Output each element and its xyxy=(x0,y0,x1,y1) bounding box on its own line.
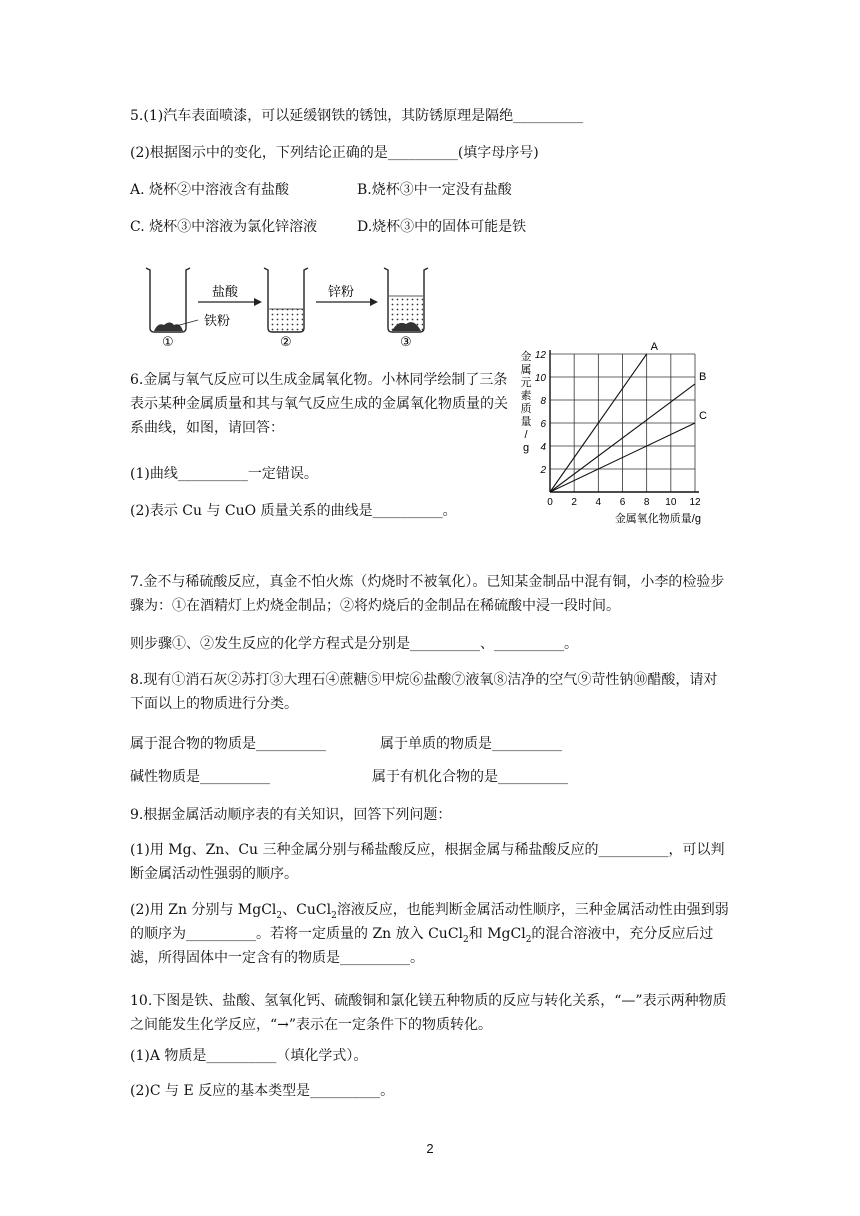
y-axis-label-char: 元 xyxy=(520,377,532,389)
q9-sub2-part-a: (2)用 Zn 分别与 MgCl xyxy=(130,902,277,918)
y-tick-label: 12 xyxy=(534,350,546,361)
q5-line1: 5.(1)汽车表面喷漆，可以延缓钢铁的锈蚀，其防锈原理是隔绝__________ xyxy=(130,108,584,124)
q6-sub1: (1)曲线__________一定错误。 xyxy=(130,466,318,482)
q8-basic: 碱性物质是__________ xyxy=(130,769,270,785)
subscript-2: 2 xyxy=(525,934,532,945)
y-axis-label-char: 金 xyxy=(520,351,532,363)
y-axis-label-char: g xyxy=(522,442,530,454)
series-label-C: C xyxy=(699,410,707,422)
x-tick-label: 6 xyxy=(619,497,626,508)
q5-line2: (2)根据图示中的变化，下列结论正确的是__________(填字母序号) xyxy=(130,145,539,161)
q7-line2: 则步骤①、②发生反应的化学方程式是分别是__________、__________。 xyxy=(130,636,578,652)
q5-option-b: B.烧杯③中一定没有盐酸 xyxy=(357,182,512,198)
x-tick-label: 4 xyxy=(595,497,602,508)
q9-sub2-part-e: 的混合溶液中，充分反应后过滤，所得固体中一定含有的物质是__________。 xyxy=(130,926,714,966)
series-label-B: B xyxy=(699,370,707,383)
q9-sub2 xyxy=(130,898,730,970)
y-axis-label-char: 属 xyxy=(520,364,532,376)
arrow-2-label: 锌粉 xyxy=(328,285,355,300)
subscript-2: 2 xyxy=(331,910,337,921)
q5-option-a: A. 烧杯②中溶液含有盐酸 xyxy=(130,182,290,198)
q7-paragraph: 7.金不与稀硫酸反应，真金不怕火炼（灼烧时不被氧化）。已知某金制品中混有铜，小李的检验步骤为：①在酒精灯上灼烧金制品；②将灼烧后的金制品在稀硫酸中浸一段时间。 xyxy=(130,574,725,614)
x-tick-label: 12 xyxy=(689,497,701,508)
beaker-2 xyxy=(264,268,308,332)
q8-element: 属于单质的物质是__________ xyxy=(380,736,562,752)
iron-powder-label: 铁粉 xyxy=(204,314,231,329)
beaker-3 xyxy=(384,268,428,332)
x-tick-label: 10 xyxy=(665,497,677,508)
y-tick-label: 4 xyxy=(540,442,546,453)
q9-sub1: (1)用 Mg、Zn、Cu 三种金属分别与稀盐酸反应，根据金属与稀盐酸反应的__________，可以判断金属活动性强弱的顺序。 xyxy=(130,842,725,882)
beaker-1-number: ① xyxy=(162,335,174,350)
subscript-2: 2 xyxy=(276,910,283,921)
y-axis-label-char: / xyxy=(524,429,528,441)
beaker-2-number: ② xyxy=(280,335,292,350)
q5-option-c: C. 烧杯③中溶液为氯化锌溶液 xyxy=(130,219,318,235)
beaker-3-number: ③ xyxy=(400,335,412,350)
q9-sub2-part-d: 和 MgCl xyxy=(468,926,526,942)
q9-sub2-part-c: 溶液反应，也能判断金属活动性顺序，三种金属活动性由强到弱的顺序为__________。若将一定质量的 Zn 放入 CuCl xyxy=(130,902,729,942)
x-tick-label: 2 xyxy=(571,497,577,508)
y-tick-label: 8 xyxy=(540,396,546,407)
series-label-A: A xyxy=(650,342,659,353)
y-axis-label-char: 质 xyxy=(520,403,532,415)
metal-oxide-chart xyxy=(515,342,725,527)
x-tick-label: 0 xyxy=(547,497,553,508)
q9-sub2-part-b: 、CuCl xyxy=(282,902,332,918)
q6-sub2: (2)表示 Cu 与 CuO 质量关系的曲线是__________。 xyxy=(130,503,457,519)
q6-intro: 6.金属与氧气反应可以生成金属氧化物。小林同学绘制了三条表示某种金属质量和其与氧气反应生成的金属氧化物质量的关系曲线，如图，请回答： xyxy=(130,372,508,436)
beaker-1 xyxy=(146,268,198,332)
q8-organic: 属于有机化合物的是__________ xyxy=(372,769,568,785)
x-tick-label: 8 xyxy=(643,497,650,508)
q5-option-d: D.烧杯③中的固体可能是铁 xyxy=(357,219,527,235)
y-axis-label-char: 素 xyxy=(520,390,532,402)
q9-intro: 9.根据金属活动顺序表的有关知识，回答下列问题： xyxy=(130,807,452,823)
q10-sub1: (1)A 物质是__________（填化学式）。 xyxy=(130,1048,368,1064)
q10-sub2: (2)C 与 E 反应的基本类型是__________。 xyxy=(130,1083,395,1099)
beaker-diagram xyxy=(140,262,440,352)
y-axis-label-char: 量 xyxy=(520,416,532,428)
page-number: 2 xyxy=(426,1141,434,1156)
y-tick-label: 2 xyxy=(540,465,546,476)
subscript-2: 2 xyxy=(463,934,469,945)
y-tick-label: 6 xyxy=(540,419,546,430)
q8-paragraph: 8.现有①消石灰②苏打③大理石④蔗糖⑤甲烷⑥盐酸⑦液氧⑧洁净的空气⑨苛性钠⑩醋酸，请对下面以上的物质进行分类。 xyxy=(130,672,718,712)
y-tick-label: 10 xyxy=(534,373,546,384)
q8-mixture: 属于混合物的物质是__________ xyxy=(130,736,326,752)
arrow-1-label: 盐酸 xyxy=(212,285,239,300)
q10-paragraph: 10.下图是铁、盐酸、氢氧化钙、硫酸铜和氯化镁五种物质的反应与转化关系，“—”表示两种物质之间能发生化学反应，“→”表示在一定条件下的物质转化。 xyxy=(130,993,727,1033)
x-axis-label: 金属氧化物质量/g xyxy=(614,513,701,525)
